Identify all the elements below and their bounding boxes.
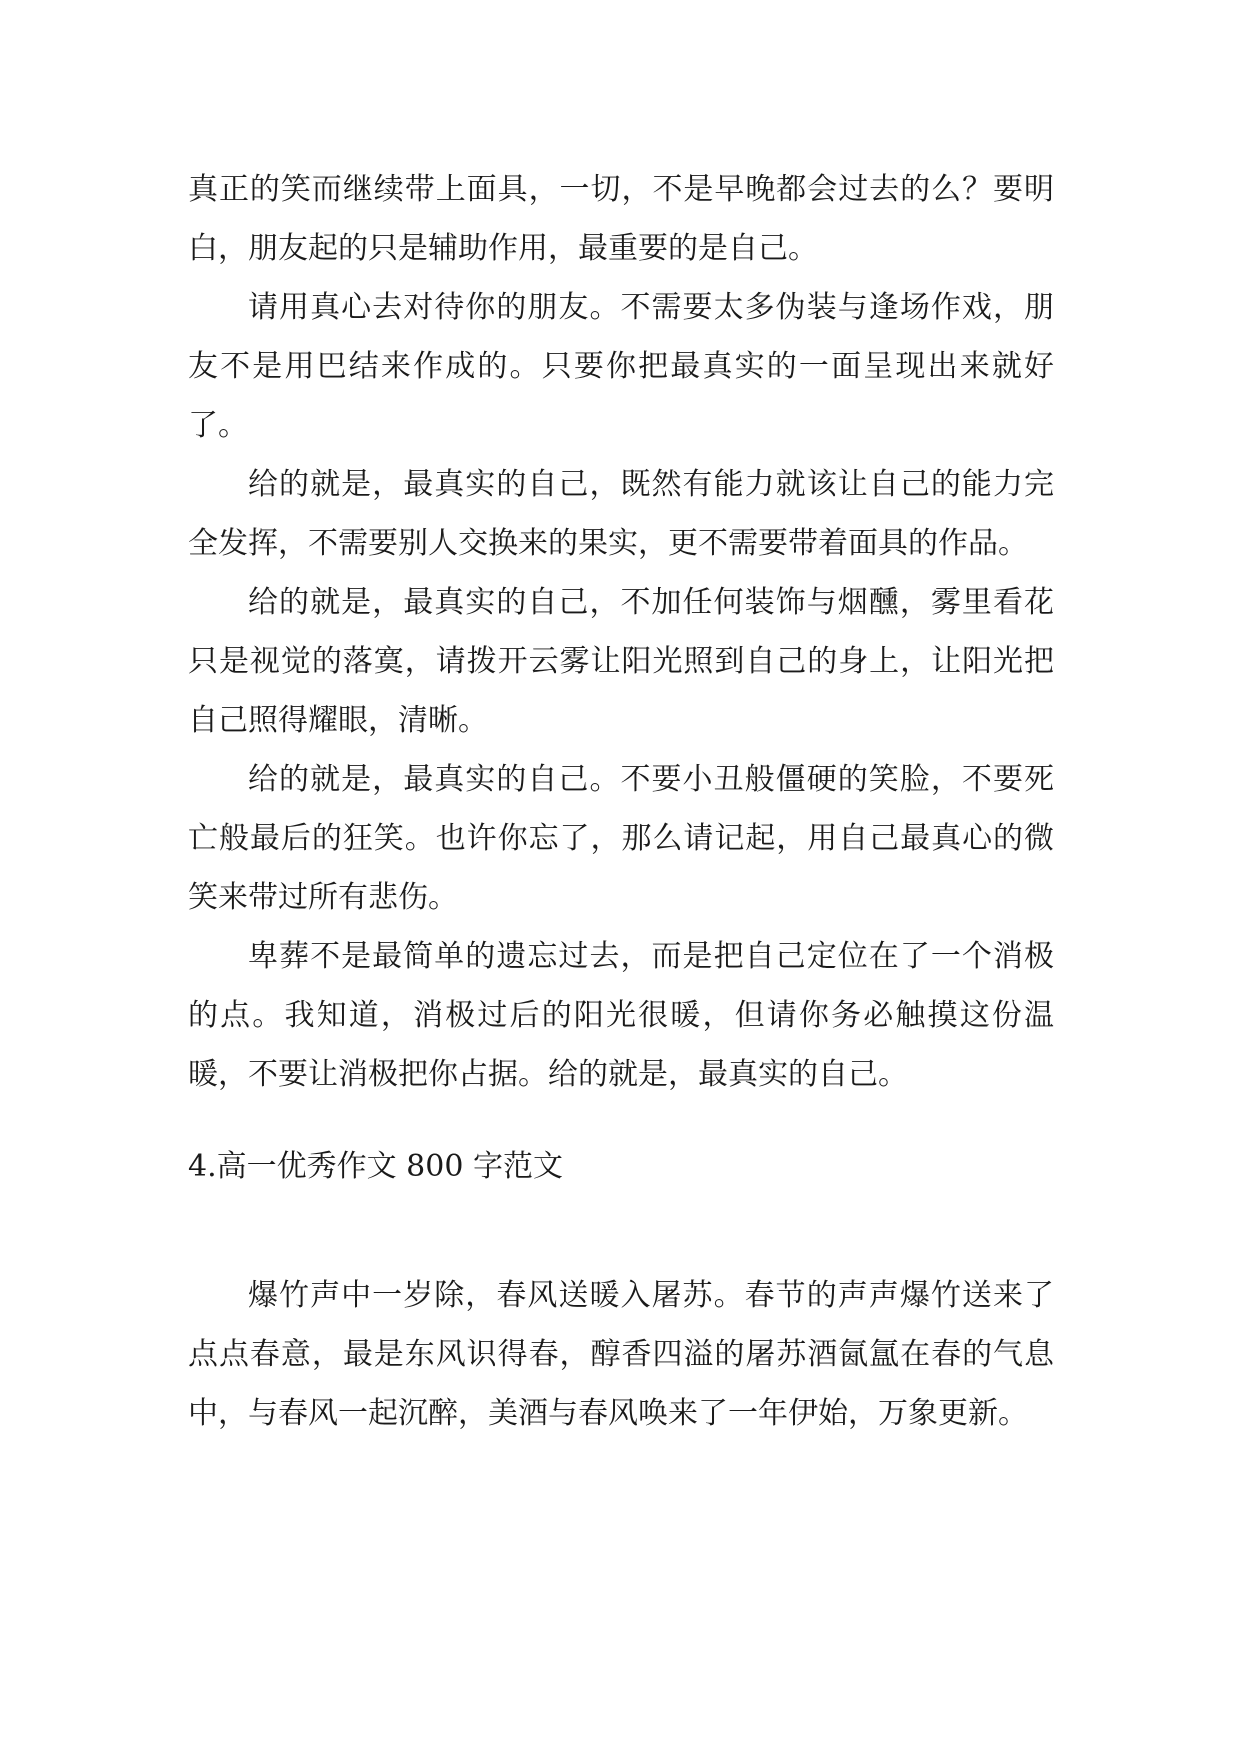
paragraph-2: 请用真心去对待你的朋友。不需要太多伪装与逢场作戏，朋友不是用巴结来作成的。只要你把最真实的一面呈现出来就好了。 (188, 290, 1054, 443)
document-page (188, 160, 1054, 1443)
paragraph-3: 给的就是，最真实的自己，既然有能力就该让自己的能力完全发挥，不需要别人交换来的果实，更不需要带着面具的作品。 (188, 467, 1054, 561)
paragraph-1: 真正的笑而继续带上面具，一切，不是早晚都会过去的么？要明白，朋友起的只是辅助作用，最重要的是自己。 (188, 172, 1054, 266)
section-heading: 4.高一优秀作文 800 字范文 (188, 1149, 563, 1184)
heading-spacer (188, 1196, 1054, 1266)
paragraph-7: 爆竹声中一岁除，春风送暖入屠苏。春节的声声爆竹送来了点点春意，最是东风识得春，醇香四溢的屠苏酒氤氲在春的气息中，与春风一起沉醉，美酒与春风唤来了一年伊始，万象更新。 (188, 1278, 1054, 1431)
paragraph-6: 卑葬不是最简单的遗忘过去，而是把自己定位在了一个消极的点。我知道，消极过后的阳光很暖，但请你务必触摸这份温暖，不要让消极把你占据。给的就是，最真实的自己。 (188, 939, 1054, 1092)
paragraph-4: 给的就是，最真实的自己，不加任何装饰与烟醺，雾里看花只是视觉的落寞，请拨开云雾让阳光照到自己的身上，让阳光把自己照得耀眼，清晰。 (188, 585, 1054, 738)
paragraph-5: 给的就是，最真实的自己。不要小丑般僵硬的笑脸，不要死亡般最后的狂笑。也许你忘了，那么请记起，用自己最真心的微笑来带过所有悲伤。 (188, 762, 1054, 915)
